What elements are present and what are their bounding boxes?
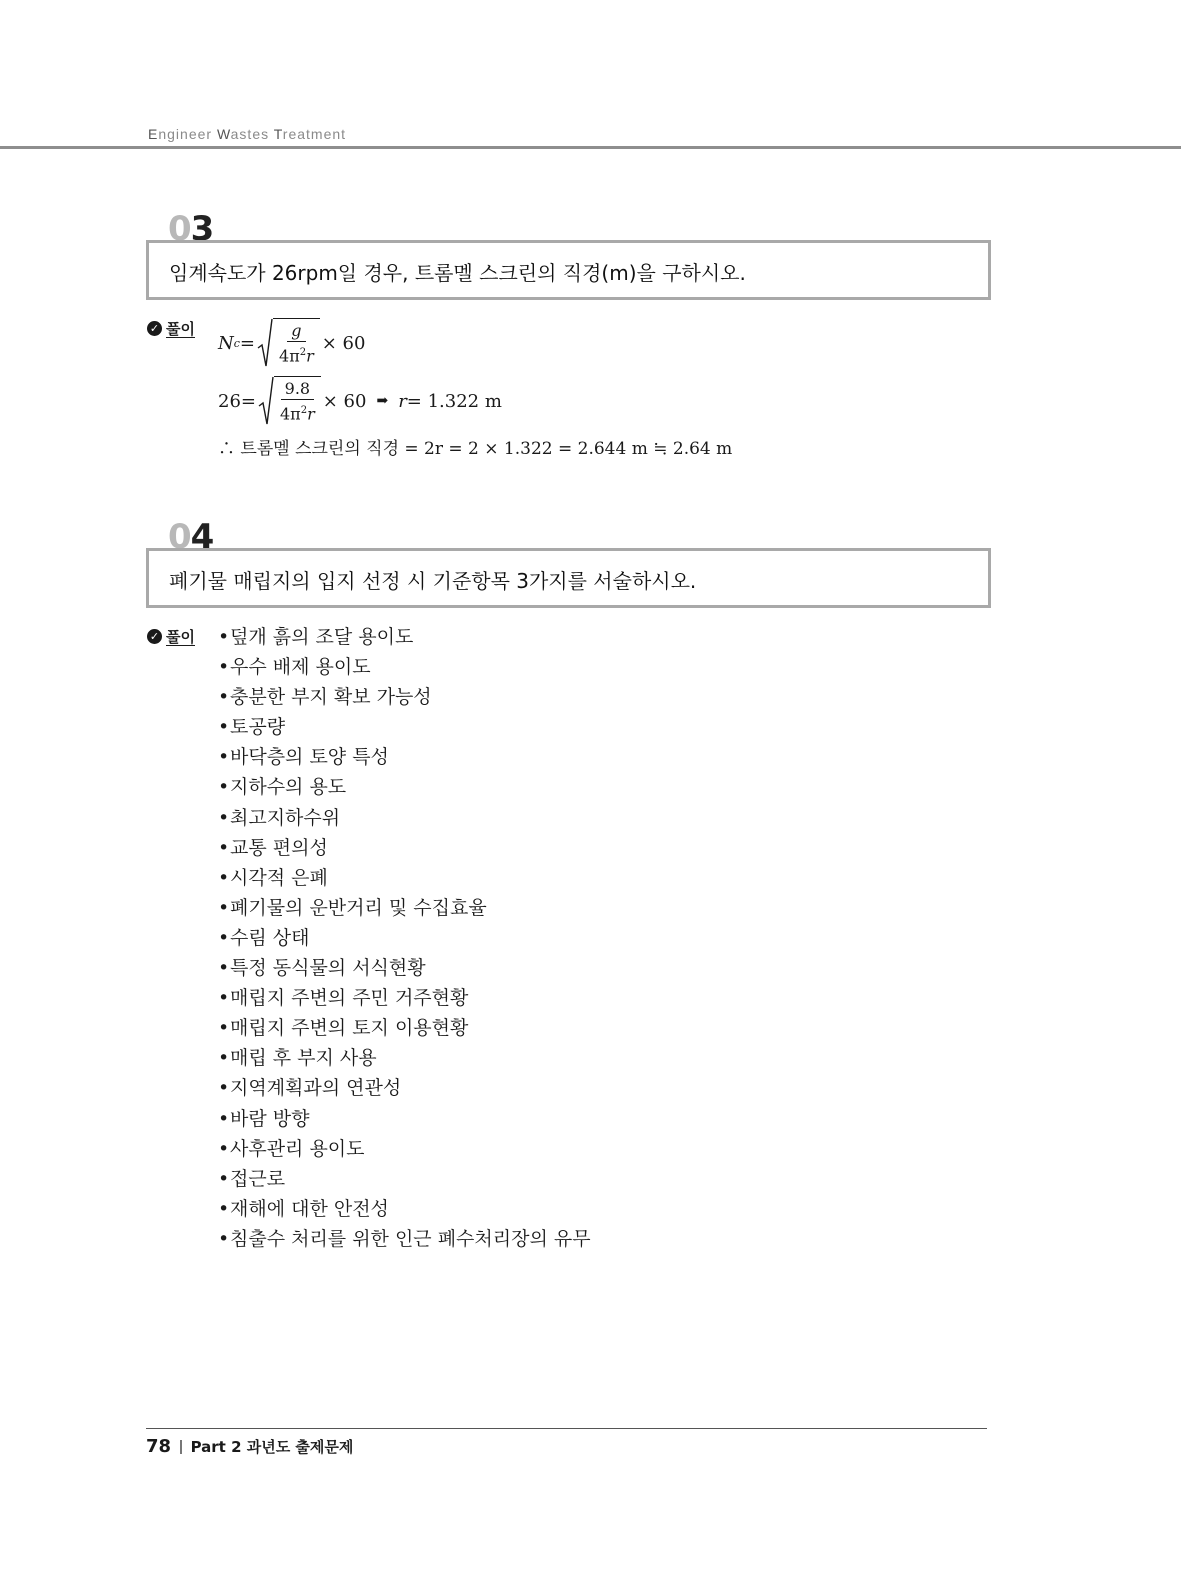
check-icon: ✓ [147,629,162,644]
question-box-04 [146,548,991,608]
list-item: •재해에 대한 안전성 [218,1197,389,1220]
question-box-03 [146,240,991,300]
list-item: •교통 편의성 [218,836,328,859]
conclusion-line: ∴ 트롬멜 스크린의 직경 = 2r = 2 × 1.322 = 2.644 m ≒ 2.64 m [218,439,733,459]
header-rule [0,146,1181,149]
sqrt-symbol: $\frac{g}{4\pi^2r}$ [257,318,320,368]
check-icon: ✓ [147,321,162,336]
list-item: •침출수 처리를 위한 인근 폐수처리장의 유무 [218,1227,591,1250]
sqrt-symbol: $\frac{9.8}{4\pi^2r}$ [258,376,321,426]
arrow-icon: ➡ [376,393,389,409]
running-header: Engineer Wastes Treatment [148,126,347,142]
list-item: •사후관리 용이도 [218,1137,365,1160]
list-item: •덮개 흙의 조달 용이도 [218,626,414,648]
footer-rule [146,1428,987,1429]
list-item: •매립 후 부지 사용 [218,1047,377,1070]
equation-critical-speed: N c = $\frac{g}{4\pi^2r}$ × 60 [218,318,365,368]
question-number-03: 03 [168,209,214,249]
list-item: •충분한 부지 확보 가능성 [218,686,432,709]
list-item: •특정 동식물의 서식현황 [218,957,426,980]
list-item: •폐기물의 운반거리 및 수집효율 [218,896,487,919]
list-item: •토공량 [218,716,286,739]
list-item: •수림 상태 [218,926,310,949]
list-item: •지하수의 용도 [218,776,347,799]
list-item: •바람 방향 [218,1107,310,1130]
footer-section: Part 2 과년도 출제문제 [190,1438,354,1456]
solution-label-03: ✓ 풀이 [147,318,195,339]
page-number: 78 [146,1436,172,1457]
page-footer [146,1436,353,1457]
question-text-03: 임계속도가 26rpm일 경우, 트롬멜 스크린의 직경(m)을 구하시오. [169,261,746,285]
question-number-04: 04 [168,517,214,557]
list-item: •바닥층의 토양 특성 [218,746,389,769]
list-item: •매립지 주변의 주민 거주현황 [218,987,469,1010]
question-text-04: 폐기물 매립지의 입지 선정 시 기준항목 3가지를 서술하시오. [169,569,697,593]
list-item: •매립지 주변의 토지 이용현황 [218,1017,469,1040]
list-item: •우수 배제 용이도 [218,656,371,679]
footer-separator [180,1440,182,1454]
list-item: •최고지하수위 [218,806,341,829]
list-item: •접근로 [218,1167,286,1190]
criteria-list [218,622,591,1254]
list-item: •지역계획과의 연관성 [218,1077,402,1100]
equation-substitution: 26 = $\frac{9.8}{4\pi^2r}$ × 60 ➡ r = 1.322 m [218,376,502,426]
solution-label-04: ✓ 풀이 [147,626,195,647]
list-item: •시각적 은폐 [218,866,328,889]
